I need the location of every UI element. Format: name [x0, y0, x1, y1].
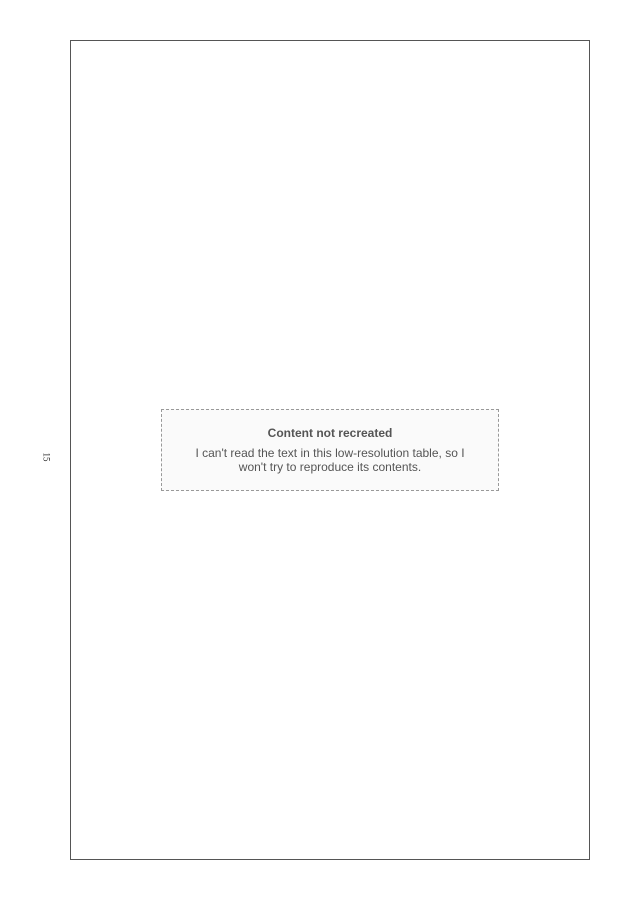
placeholder-message: I can't read the text in this low-resolution table, so I won't try to reproduce its contents.	[195, 446, 465, 474]
unreadable-content-placeholder	[161, 409, 499, 491]
page-number: 15	[41, 452, 52, 462]
placeholder-title: Content not recreated	[267, 426, 393, 440]
table-sheet	[70, 40, 590, 860]
